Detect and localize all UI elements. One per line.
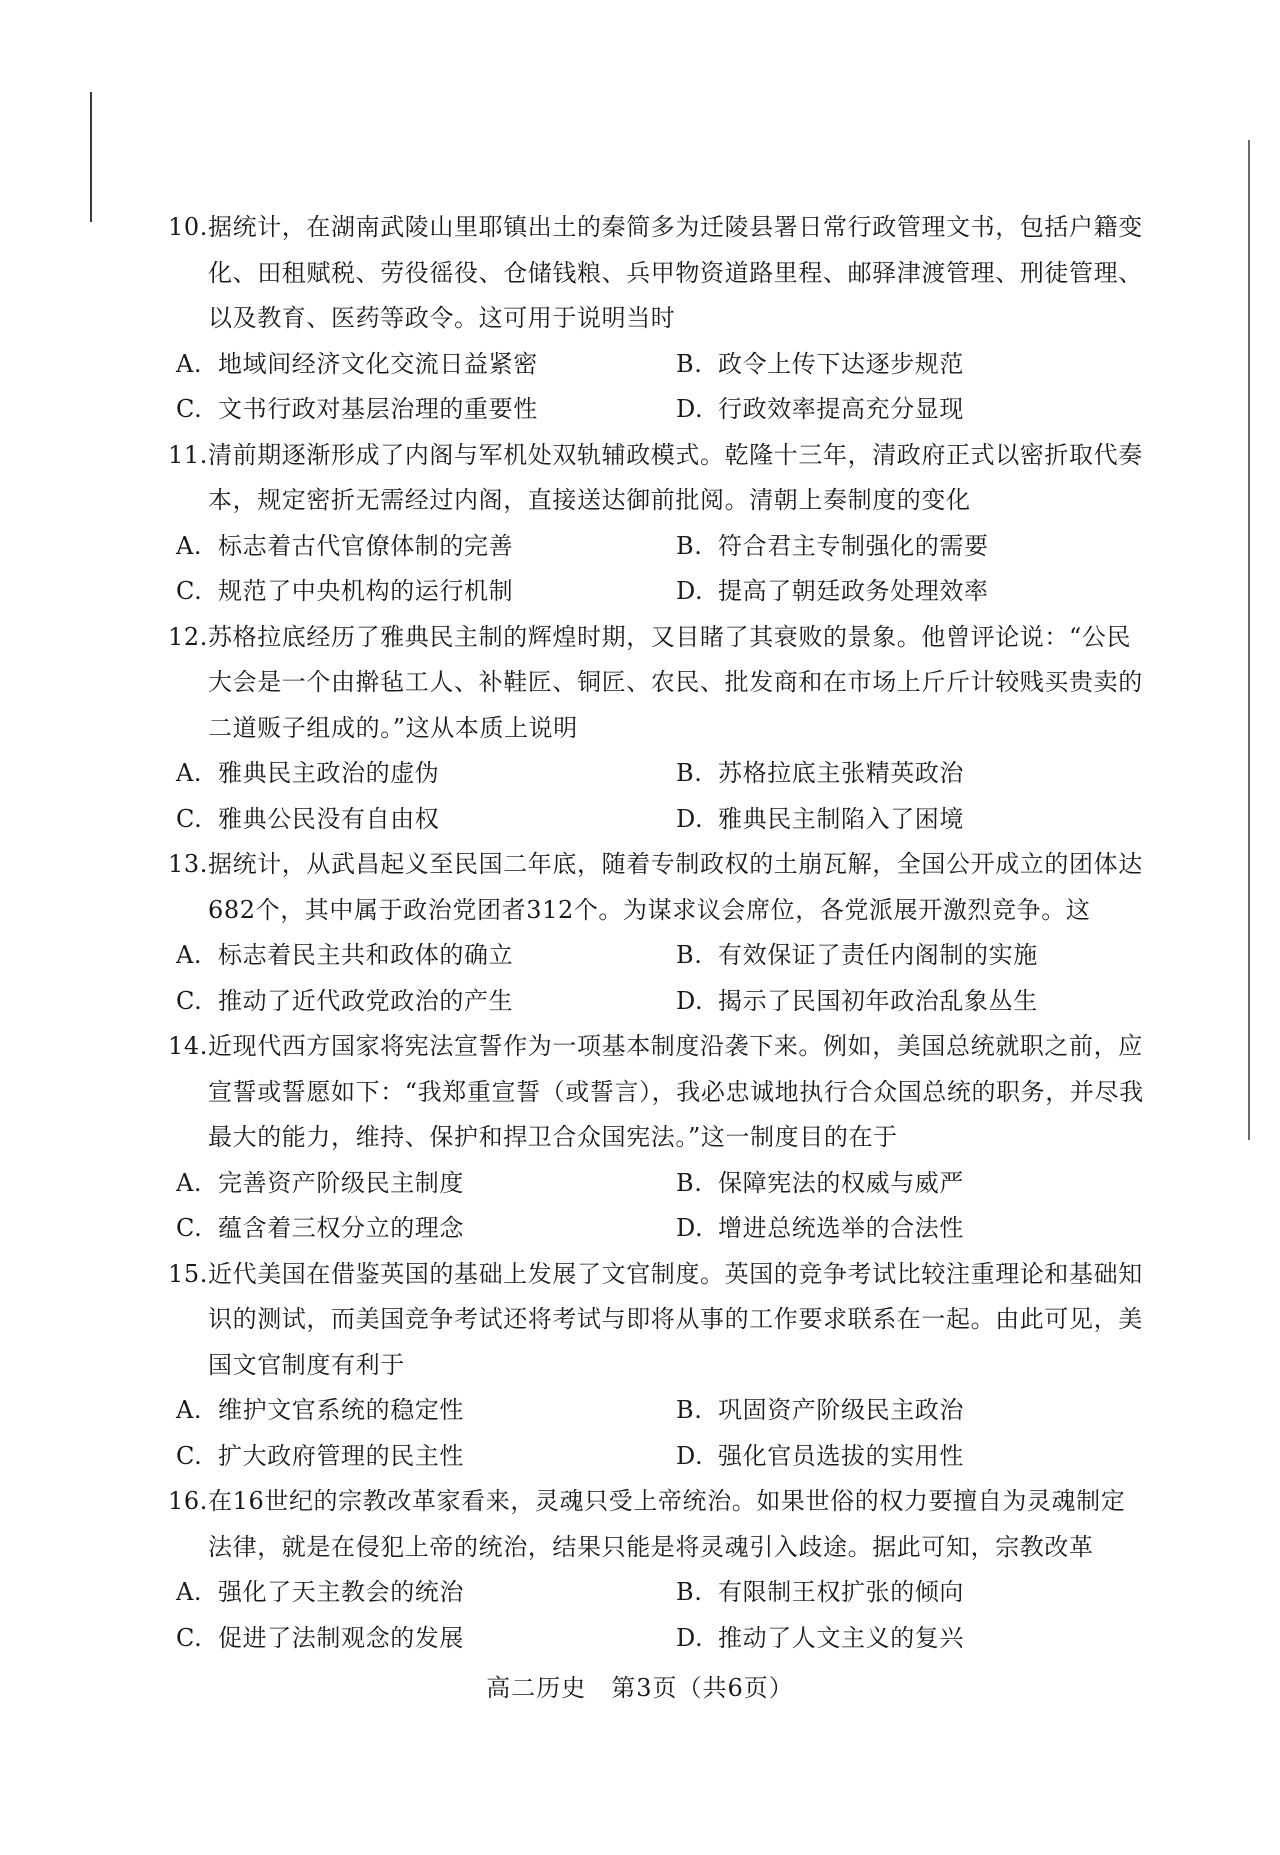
option-text: 促进了法制观念的发展 bbox=[218, 1623, 464, 1652]
option-text: 增进总统选举的合法性 bbox=[718, 1214, 964, 1242]
option-text: 扩大政府管理的民主性 bbox=[218, 1441, 464, 1470]
question-number: 13. bbox=[168, 850, 208, 878]
option-letter: B. bbox=[676, 1168, 703, 1197]
option-letter: A. bbox=[176, 349, 203, 378]
option-text: 政令上传下达逐步规范 bbox=[718, 349, 964, 378]
scan-edge-line-right bbox=[1248, 140, 1250, 1140]
answer-option bbox=[176, 1616, 676, 1662]
answer-option bbox=[676, 1206, 1156, 1252]
answer-options bbox=[168, 524, 1148, 615]
answer-options bbox=[168, 1161, 1148, 1252]
answer-option bbox=[176, 751, 676, 797]
option-letter: D. bbox=[676, 577, 704, 605]
question-stem bbox=[168, 205, 1148, 342]
question-stem bbox=[168, 615, 1148, 752]
answer-option bbox=[676, 342, 1156, 388]
question-stem bbox=[168, 433, 1148, 524]
option-letter: B. bbox=[676, 759, 703, 787]
answer-option bbox=[676, 524, 1156, 570]
option-text: 苏格拉底主张精英政治 bbox=[718, 759, 964, 787]
option-text: 推动了近代政党政治的产生 bbox=[218, 986, 514, 1015]
option-text: 标志着民主共和政体的确立 bbox=[218, 941, 514, 969]
answer-option bbox=[676, 797, 1156, 843]
question-stem bbox=[168, 1479, 1148, 1570]
question-text: 据统计，从武昌起义至民国二年底，随着专制政权的土崩瓦解，全国公开成立的团体达682个，其中属于政治党团者312个。为谋求议会席位，各党派展开激烈竞争。这 bbox=[208, 850, 1143, 924]
option-letter: D. bbox=[676, 395, 704, 423]
option-letter: D. bbox=[676, 804, 704, 833]
answer-option bbox=[176, 933, 676, 979]
answer-option bbox=[176, 797, 676, 843]
question-number: 12. bbox=[168, 622, 208, 651]
option-letter: D. bbox=[676, 1441, 704, 1470]
option-letter: A. bbox=[176, 1168, 203, 1197]
option-letter: C. bbox=[176, 1623, 203, 1652]
answer-options bbox=[168, 1570, 1148, 1661]
question-16 bbox=[168, 1479, 1148, 1661]
option-letter: B. bbox=[676, 1396, 703, 1424]
question-text: 近代美国在借鉴英国的基础上发展了文官制度。英国的竞争考试比较注重理论和基础知识的测试，而美国竞争考试还将考试与即将从事的工作要求联系在一起。由此可见，美国文官制度有利于 bbox=[208, 1259, 1143, 1379]
answer-option bbox=[176, 342, 676, 388]
question-stem bbox=[168, 1024, 1148, 1161]
answer-option bbox=[676, 1161, 1156, 1207]
question-number: 15. bbox=[168, 1259, 208, 1288]
option-letter: B. bbox=[676, 349, 703, 378]
answer-option bbox=[176, 1161, 676, 1207]
option-text: 文书行政对基层治理的重要性 bbox=[218, 395, 538, 423]
option-letter: C. bbox=[176, 577, 203, 605]
option-letter: D. bbox=[676, 1623, 704, 1652]
option-letter: C. bbox=[176, 1214, 203, 1242]
option-text: 保障宪法的权威与威严 bbox=[718, 1168, 964, 1197]
option-letter: B. bbox=[676, 531, 703, 560]
option-text: 雅典民主政治的虚伪 bbox=[218, 759, 440, 787]
answer-option bbox=[176, 524, 676, 570]
option-text: 规范了中央机构的运行机制 bbox=[218, 577, 514, 605]
question-number: 11. bbox=[168, 440, 208, 469]
question-stem bbox=[168, 1252, 1148, 1389]
question-text: 据统计，在湖南武陵山里耶镇出土的秦简多为迁陵县署日常行政管理文书，包括户籍变化、田租赋税、劳役徭役、仓储钱粮、兵甲物资道路里程、邮驿津渡管理、刑徒管理、以及教育、医药等政令。这可用于说明当时 bbox=[208, 213, 1143, 332]
answer-option bbox=[676, 387, 1156, 433]
question-12 bbox=[168, 615, 1148, 843]
answer-option bbox=[176, 387, 676, 433]
option-letter: A. bbox=[176, 1396, 203, 1424]
option-text: 蕴含着三权分立的理念 bbox=[218, 1214, 464, 1242]
option-letter: B. bbox=[676, 941, 703, 969]
answer-option bbox=[176, 1388, 676, 1434]
option-letter: C. bbox=[176, 1441, 203, 1470]
answer-option bbox=[676, 751, 1156, 797]
option-letter: C. bbox=[176, 804, 203, 833]
answer-option bbox=[676, 1434, 1156, 1480]
answer-option bbox=[176, 569, 676, 615]
answer-option bbox=[676, 569, 1156, 615]
answer-option bbox=[676, 1570, 1156, 1616]
option-letter: B. bbox=[676, 1578, 703, 1606]
option-text: 推动了人文主义的复兴 bbox=[718, 1623, 964, 1652]
option-text: 雅典公民没有自由权 bbox=[218, 804, 440, 833]
option-letter: D. bbox=[676, 986, 704, 1015]
question-number: 16. bbox=[168, 1487, 208, 1515]
option-letter: A. bbox=[176, 1578, 203, 1606]
answer-option bbox=[676, 1616, 1156, 1662]
question-10 bbox=[168, 205, 1148, 433]
option-text: 提高了朝廷政务处理效率 bbox=[718, 577, 989, 605]
question-number: 14. bbox=[168, 1032, 208, 1060]
question-text: 清前期逐渐形成了内阁与军机处双轨辅政模式。乾隆十三年，清政府正式以密折取代奏本，规定密折无需经过内阁，直接送达御前批阅。清朝上奏制度的变化 bbox=[208, 440, 1143, 514]
option-letter: A. bbox=[176, 531, 203, 560]
answer-option bbox=[676, 1388, 1156, 1434]
option-letter: A. bbox=[176, 759, 203, 787]
answer-options bbox=[168, 751, 1148, 842]
option-letter: C. bbox=[176, 986, 203, 1015]
scan-edge-line-left bbox=[90, 92, 92, 222]
answer-option bbox=[176, 1570, 676, 1616]
option-text: 有限制王权扩张的倾向 bbox=[718, 1578, 964, 1606]
answer-option bbox=[176, 1206, 676, 1252]
answer-option bbox=[676, 979, 1156, 1025]
option-text: 地域间经济文化交流日益紧密 bbox=[218, 349, 538, 378]
option-letter: A. bbox=[176, 941, 203, 969]
option-text: 巩固资产阶级民主政治 bbox=[718, 1396, 964, 1424]
option-text: 有效保证了责任内阁制的实施 bbox=[718, 941, 1038, 969]
option-letter: D. bbox=[676, 1214, 704, 1242]
answer-options bbox=[168, 342, 1148, 433]
option-text: 符合君主专制强化的需要 bbox=[718, 531, 989, 560]
exam-page bbox=[168, 205, 1148, 1661]
option-text: 完善资产阶级民主制度 bbox=[218, 1168, 464, 1197]
question-number: 10. bbox=[168, 213, 208, 241]
question-13 bbox=[168, 842, 1148, 1024]
answer-options bbox=[168, 1388, 1148, 1479]
option-text: 强化了天主教会的统治 bbox=[218, 1578, 464, 1606]
question-text: 近现代西方国家将宪法宣誓作为一项基本制度沿袭下来。例如，美国总统就职之前，应宣誓或誓愿如下：“我郑重宣誓（或誓言），我必忠诚地执行合众国总统的职务，并尽我最大的能力，维持、保护和捍卫合众国宪法。”这一制度目的在于 bbox=[208, 1032, 1144, 1151]
question-15 bbox=[168, 1252, 1148, 1480]
option-text: 雅典民主制陷入了困境 bbox=[718, 804, 964, 833]
question-text: 在16世纪的宗教改革家看来，灵魂只受上帝统治。如果世俗的权力要擅自为灵魂制定法律，就是在侵犯上帝的统治，结果只能是将灵魂引入歧途。据此可知，宗教改革 bbox=[208, 1487, 1126, 1561]
option-letter: C. bbox=[176, 395, 203, 423]
answer-option bbox=[676, 933, 1156, 979]
option-text: 维护文官系统的稳定性 bbox=[218, 1396, 464, 1424]
option-text: 揭示了民国初年政治乱象丛生 bbox=[718, 986, 1038, 1015]
page-footer: 高二历史 第3页（共6页） bbox=[486, 1674, 794, 1702]
option-text: 强化官员选拔的实用性 bbox=[718, 1441, 964, 1470]
question-stem bbox=[168, 842, 1148, 933]
answer-option bbox=[176, 1434, 676, 1480]
question-11 bbox=[168, 433, 1148, 615]
answer-options bbox=[168, 933, 1148, 1024]
option-text: 行政效率提高充分显现 bbox=[718, 395, 964, 423]
question-text: 苏格拉底经历了雅典民主制的辉煌时期，又目睹了其衰败的景象。他曾评论说：“公民大会是一个由擀毡工人、补鞋匠、铜匠、农民、批发商和在市场上斤斤计较贱买贵卖的二道贩子组成的。”这从本质上说明 bbox=[208, 622, 1143, 742]
option-text: 标志着古代官僚体制的完善 bbox=[218, 531, 514, 560]
answer-option bbox=[176, 979, 676, 1025]
question-14 bbox=[168, 1024, 1148, 1252]
